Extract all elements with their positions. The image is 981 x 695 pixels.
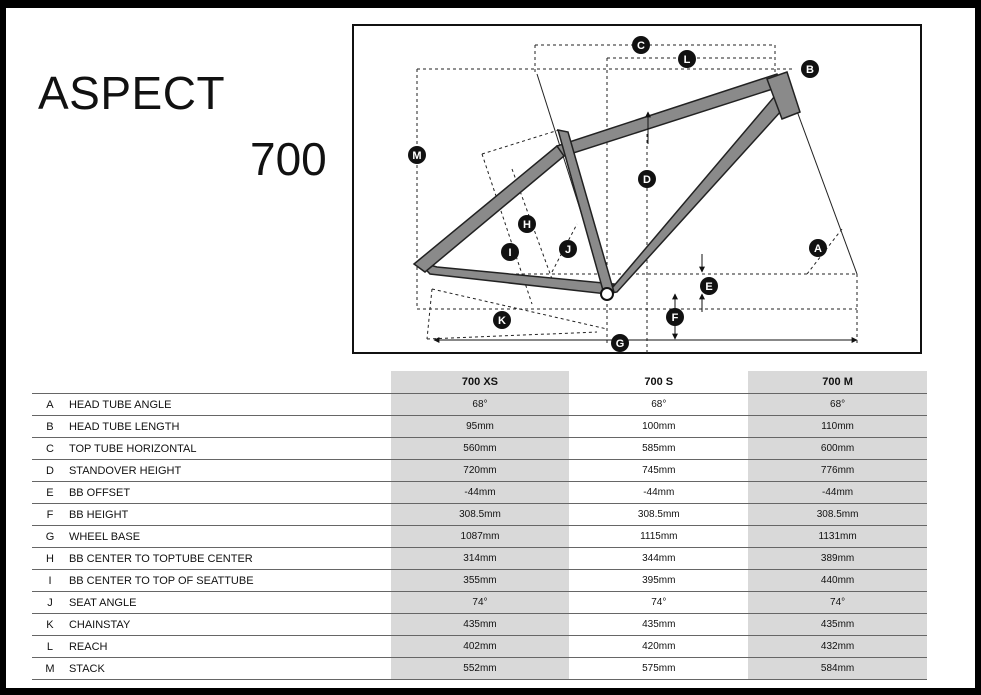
row-name: BB CENTER TO TOPTUBE CENTER <box>68 548 391 570</box>
row-letter: E <box>32 482 68 504</box>
label-g: G <box>615 338 625 350</box>
value-m: 435mm <box>748 614 927 636</box>
row-letter: I <box>32 570 68 592</box>
row-letter: M <box>32 658 68 680</box>
model-number: 700 <box>250 133 327 185</box>
table-row <box>32 504 927 526</box>
value-s: 395mm <box>569 570 748 592</box>
row-letter: B <box>32 416 68 438</box>
label-b: B <box>806 64 814 76</box>
value-m: 776mm <box>748 460 927 482</box>
value-m: 389mm <box>748 548 927 570</box>
value-xs: 435mm <box>391 614 570 636</box>
value-xs: 95mm <box>391 416 570 438</box>
row-letter: G <box>32 526 68 548</box>
table-row <box>32 394 927 416</box>
row-name: WHEEL BASE <box>68 526 391 548</box>
value-m: 1131mm <box>748 526 927 548</box>
row-letter: A <box>32 394 68 416</box>
row-name: BB OFFSET <box>68 482 391 504</box>
value-m: -44mm <box>748 482 927 504</box>
table-row <box>32 526 927 548</box>
table-row <box>32 416 927 438</box>
row-letter: F <box>32 504 68 526</box>
table-row <box>32 636 927 658</box>
table-row <box>32 548 927 570</box>
row-name: CHAINSTAY <box>68 614 391 636</box>
value-m: 440mm <box>748 570 927 592</box>
row-name: HEAD TUBE ANGLE <box>68 394 391 416</box>
row-name: STANDOVER HEIGHT <box>68 460 391 482</box>
value-xs: 355mm <box>391 570 570 592</box>
row-name: BB HEIGHT <box>68 504 391 526</box>
value-xs: -44mm <box>391 482 570 504</box>
bottom-bracket <box>601 288 613 300</box>
table-row <box>32 460 927 482</box>
row-letter: D <box>32 460 68 482</box>
value-s: 585mm <box>569 438 748 460</box>
label-c: C <box>637 40 645 52</box>
value-m: 432mm <box>748 636 927 658</box>
label-j: J <box>564 244 572 256</box>
value-s: 308.5mm <box>569 504 748 526</box>
table-row <box>32 658 927 680</box>
label-d: D <box>643 174 651 186</box>
row-letter: C <box>32 438 68 460</box>
label-k: K <box>498 315 506 327</box>
value-s: 745mm <box>569 460 748 482</box>
label-e: E <box>705 281 713 293</box>
row-letter: L <box>32 636 68 658</box>
row-letter: J <box>32 592 68 614</box>
table-header-row <box>32 371 927 394</box>
value-xs: 720mm <box>391 460 570 482</box>
value-s: 435mm <box>569 614 748 636</box>
value-xs: 552mm <box>391 658 570 680</box>
value-xs: 68° <box>391 394 570 416</box>
row-name: STACK <box>68 658 391 680</box>
table-row <box>32 438 927 460</box>
row-name: SEAT ANGLE <box>68 592 391 614</box>
label-f: F <box>671 312 679 324</box>
value-m: 308.5mm <box>748 504 927 526</box>
value-s: 74° <box>569 592 748 614</box>
value-m: 110mm <box>748 416 927 438</box>
column-header-m: 700 M <box>748 371 927 394</box>
column-header-xs: 700 XS <box>391 371 570 394</box>
column-header-s: 700 S <box>569 371 748 394</box>
value-xs: 560mm <box>391 438 570 460</box>
value-xs: 402mm <box>391 636 570 658</box>
value-xs: 308.5mm <box>391 504 570 526</box>
table-row <box>32 614 927 636</box>
label-a: A <box>814 243 822 255</box>
table-row <box>32 482 927 504</box>
geometry-table <box>32 371 927 680</box>
row-name: BB CENTER TO TOP OF SEATTUBE <box>68 570 391 592</box>
value-s: -44mm <box>569 482 748 504</box>
value-m: 68° <box>748 394 927 416</box>
row-name: TOP TUBE HORIZONTAL <box>68 438 391 460</box>
value-s: 100mm <box>569 416 748 438</box>
table-row <box>32 570 927 592</box>
row-name: HEAD TUBE LENGTH <box>68 416 391 438</box>
value-xs: 1087mm <box>391 526 570 548</box>
label-m: M <box>412 150 422 162</box>
label-l: L <box>683 54 691 66</box>
value-s: 344mm <box>569 548 748 570</box>
product-title: ASPECT <box>38 67 226 119</box>
row-letter: H <box>32 548 68 570</box>
value-s: 420mm <box>569 636 748 658</box>
value-m: 74° <box>748 592 927 614</box>
table-row <box>32 592 927 614</box>
value-xs: 74° <box>391 592 570 614</box>
value-s: 575mm <box>569 658 748 680</box>
label-h: H <box>523 219 531 231</box>
row-letter: K <box>32 614 68 636</box>
value-s: 68° <box>569 394 748 416</box>
bike-frame <box>414 72 800 294</box>
value-xs: 314mm <box>391 548 570 570</box>
value-m: 600mm <box>748 438 927 460</box>
label-i: I <box>508 247 512 259</box>
geometry-diagram <box>352 24 922 354</box>
value-s: 1115mm <box>569 526 748 548</box>
value-m: 584mm <box>748 658 927 680</box>
row-name: REACH <box>68 636 391 658</box>
frame-geometry-drawing <box>352 24 922 354</box>
